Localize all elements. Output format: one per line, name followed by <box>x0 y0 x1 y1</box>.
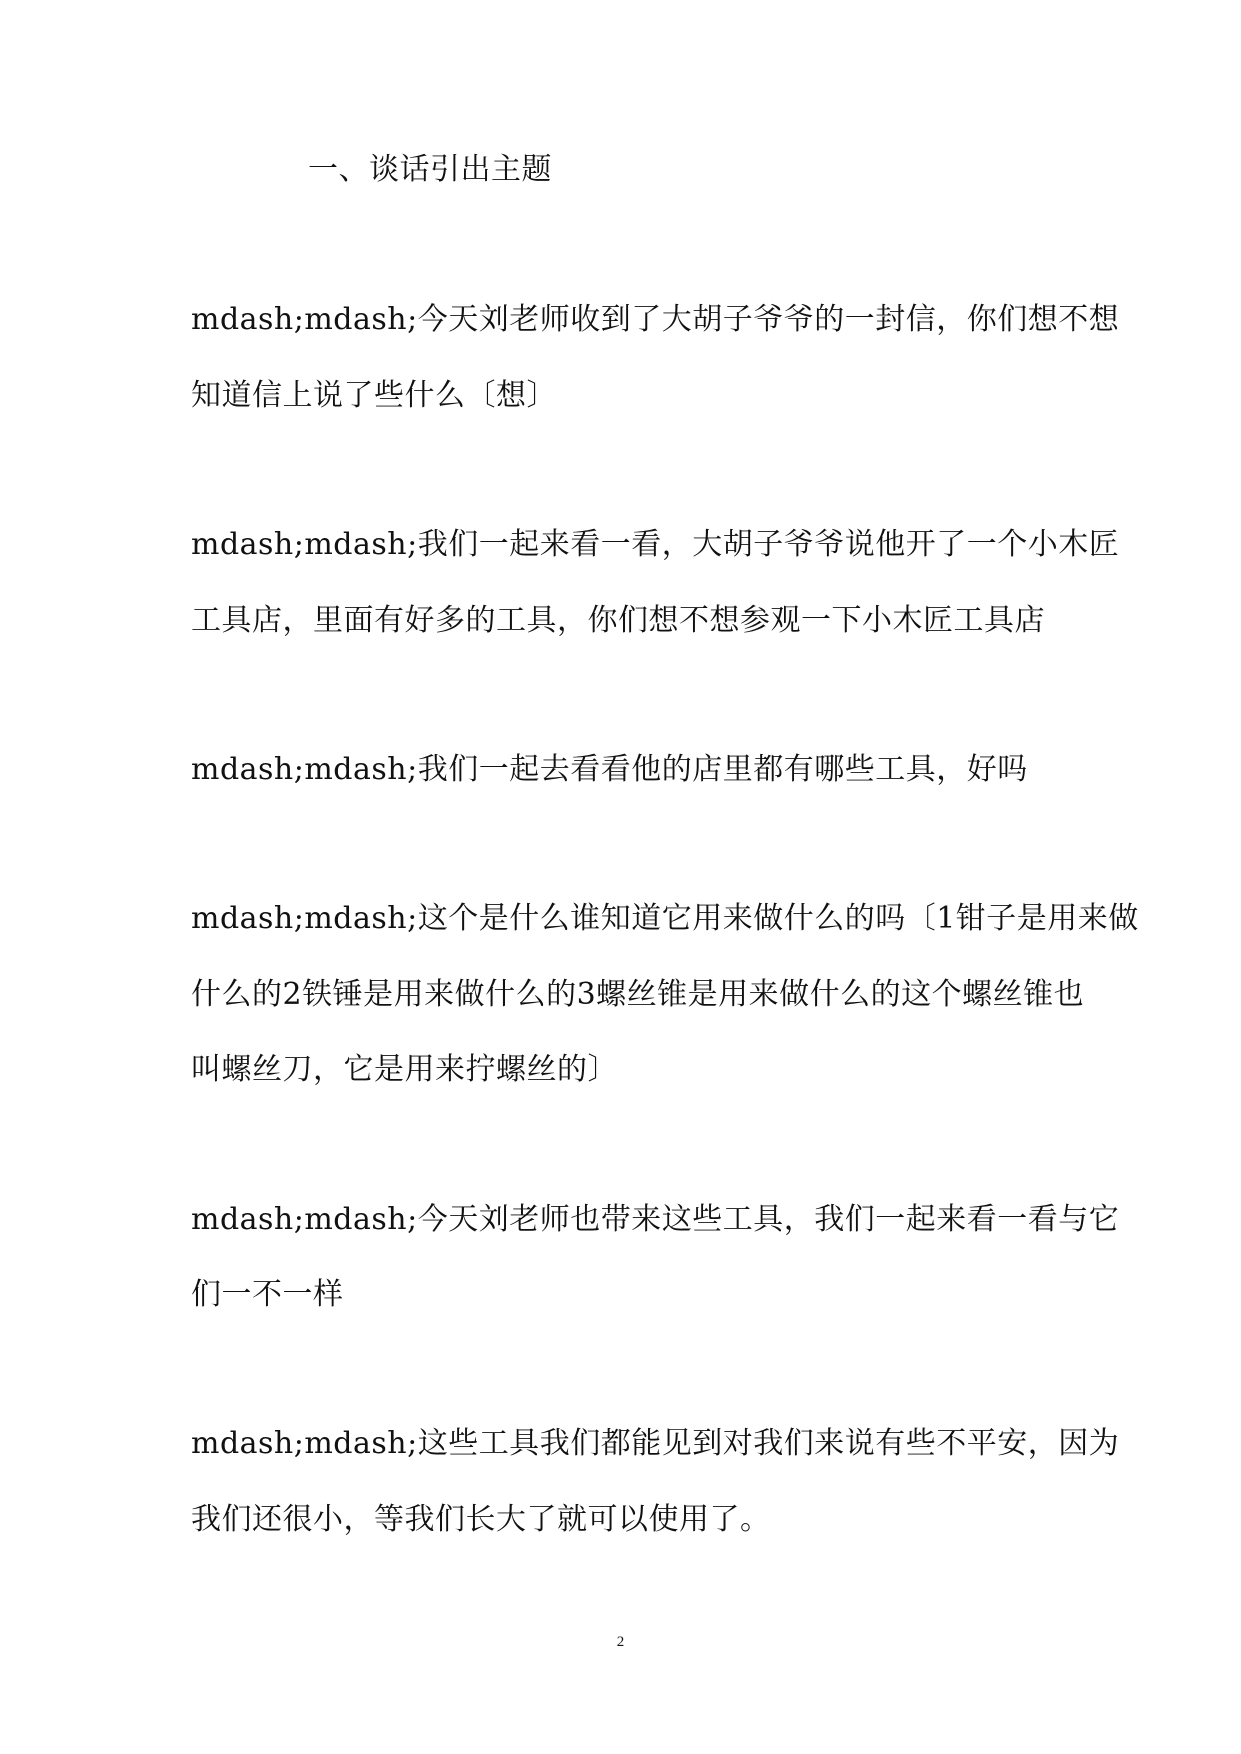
paragraph-line: 我们还很小，等我们长大了就可以使用了。 <box>191 1502 771 1537</box>
paragraph-line: 知道信上说了些什么〔想〕 <box>191 378 557 413</box>
paragraph-line: mdash;mdash;我们一起去看看他的店里都有哪些工具，好吗 <box>191 752 1028 787</box>
paragraph-line: 工具店，里面有好多的工具，你们想不想参观一下小木匠工具店 <box>191 603 1045 638</box>
section-heading: 一、谈话引出主题 <box>308 152 552 187</box>
paragraph-line: mdash;mdash;今天刘老师也带来这些工具，我们一起来看一看与它 <box>191 1202 1120 1237</box>
paragraph-line: mdash;mdash;今天刘老师收到了大胡子爷爷的一封信，你们想不想 <box>191 302 1120 337</box>
paragraph-line: mdash;mdash;我们一起来看一看，大胡子爷爷说他开了一个小木匠 <box>191 527 1120 562</box>
paragraph-line: 叫螺丝刀，它是用来拧螺丝的〕 <box>191 1052 618 1087</box>
paragraph-line: mdash;mdash;这些工具我们都能见到对我们来说有些不平安，因为 <box>191 1426 1120 1461</box>
paragraph-line: mdash;mdash;这个是什么谁知道它用来做什么的吗〔1钳子是用来做 <box>191 901 1139 936</box>
paragraph-line: 们一不一样 <box>191 1277 344 1312</box>
page-number: 2 <box>616 1634 625 1650</box>
paragraph-line: 什么的2铁锤是用来做什么的3螺丝锥是用来做什么的这个螺丝锥也 <box>191 977 1085 1012</box>
